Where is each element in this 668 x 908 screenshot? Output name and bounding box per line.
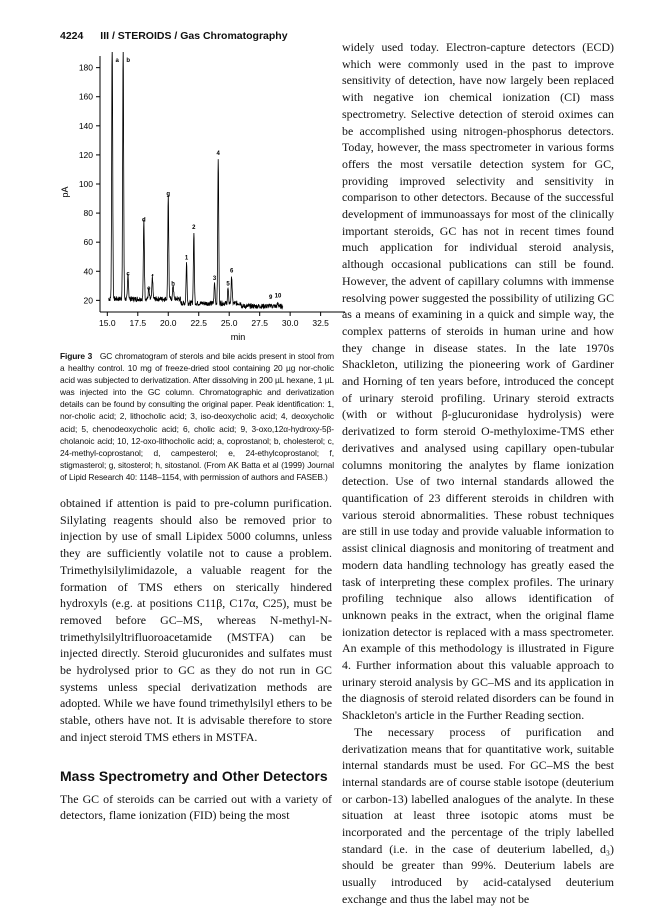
paragraph: The necessary process of purification and derivatization means that for quantitative work, suitable internal standards must be used. For GC–MS the best internal standards are of course stable isotope (deuterium or carbon-13) labelled analogues of the analyte. In these situation at least three isotopic atoms must be incorporated and the percentage of the triply labelled standard (i.e. in the case of deuterium labelled, d₃) should be greater than 99%. Deuterium labels are usually introduced by acid-catalysed deuterium exchange and thus the label may not be: [342, 724, 614, 906]
y-tick-label: 60: [83, 237, 93, 248]
peak-label: 4: [216, 150, 220, 157]
y-tick-label: 160: [78, 91, 93, 102]
y-tick-label: 180: [78, 62, 93, 73]
x-tick-label: 22.5: [190, 318, 208, 328]
paragraph: widely used today. Electron-capture detectors (ECD) which were commonly used in the past to improve sensitivity of detection, have now largely been replaced with negative ion chemical ionization (CI) mass spectrometry. Selective detection of steroid oximes can be accomplished using nitrogen-phosphorus detectors. Today, however, the mass spectrometer in various forms offers the most versatile detection system for GC, providing improved selectivity and sensitivity in comparison to other detectors. Because of the successful development of immunoassays for most of the clinically important steroids, GC has not in recent times found much application for individual steroid analysis, although occasional publications can still be found. However, the advent of capillary columns with immense resolving power suggested the possibility of utilizing GC as a means of examining in a quick and simple way, the complex patterns of steroids in human urine and how they change in disease states. In the late 1970s Shackleton, utilizing the pioneering work of Gardiner and Horning of ten years before, introduced the concept of urinary steroid profiling. Urinary steroid extracts (with or without β-glucuronidase hydrolysis) were derivatized to form steroid O-methyloxime-TMS ether derivatives and analysed using capillary open-tubular columns monitoring the analytes by flame ionization detection. Use of two internal standards allowed the quantification of 23 different steroids in children with various steroid abnormalities. These robust techniques are still in use today and provide valuable information to assist clinical diagnosis and monitoring of treatment and modern data handling technology has greatly eased the task of interpreting these complex profiles. The urinary profiling technique also allows identification of unknown peaks in the extract, when the original flame ionization detector is replaced with a mass spectrometer. An example of this methodology is illustrated in Figure 4. Further information about this valuable approach to urinary steroid analysis by GC–MS and its application in the diagnosis of steroid related disorders can be found in Shackleton's article in the Further Reading section.: [342, 40, 614, 723]
peak-label: 3: [212, 275, 217, 282]
section-heading: Mass Spectrometry and Other Detectors: [60, 767, 328, 784]
caption-text: GC chromatogram of sterols and bile acids present in stool from a healthy control. 10 mg of freeze-dried stool containing 20 µg nor-cholic acid was subjected to derivatization. After dissolving in 200 µL hexane, 1 µL was injected into the GC column. Chromatographic and derivatization details can be found by consulting the original paper. Peak identification: 1, nor-cholic acid; 2, lithocholic acid; 3, iso-deoxycholic acid; 4, deoxycholic acid; 5, chenodeoxycholic acid; 6, cholic acid; 9, 3-oxo,12α-hydroxy-5β-cholanoic acid; 10, 12-oxo-lithocholic acid; a, coprostanol; b, cholesterol; c, 24-methyl-coprostanol; d, campesterol; e, 24-ethylcoprostanol; f, stigmasterol; g, sitosterol; h, sitostanol. (From AK Batta et al (1999) Journal of Lipid Research 40: 1148–1154, with permission of authors and FASEB.): [60, 351, 334, 482]
peak-label: 5: [226, 281, 230, 288]
peak-label: 10: [274, 293, 282, 300]
left-flow: [60, 350, 334, 824]
y-tick-label: 40: [83, 266, 93, 277]
paragraph: obtained if attention is paid to pre-column purification. Silylating reagents should also be removed prior to injection by use of small Lipidex 5000 columns, unless they are sufficiently volatile not to cause a problem. Trimethylsilylimidazole, a valuable reagent for the formation of TMS ethers on sterically hindered hydroxyls (e.g. at positions C11β, C17α, C25), must be removed before GC–MS, whereas N-methyl-N-trimethylsilyltrifluoroacetamide (MSTFA) can be injected directly. Steroid glucuronides and sulfates must be hydrolysed prior to GC as they do not run in GC systems unless special derivatization methods are adopted. While we have found trimethylsilyl ethers to be stable, others have not. It is advisable therefore to store and inject steroid TMS ethers in MSTFA.: [60, 496, 332, 744]
peak-label: a: [115, 58, 119, 64]
chart-trace: [109, 52, 283, 309]
paragraph: The GC of steroids can be carried out with a variety of detectors, flame ionization (FID) being the most: [60, 791, 332, 823]
chromatogram-chart: [60, 52, 345, 344]
chart-axes: [79, 56, 345, 328]
peak-label: f: [151, 274, 154, 281]
peak-label: e: [147, 286, 151, 293]
x-axis-label: min: [230, 332, 246, 342]
x-tick-label: 17.5: [129, 318, 147, 328]
y-tick-label: 120: [78, 149, 93, 160]
right-column: [342, 39, 614, 908]
peak-label: c: [126, 271, 130, 278]
peak-label: b: [126, 58, 130, 64]
y-tick-label: 80: [83, 208, 93, 219]
x-tick-label: 30.0: [281, 318, 299, 328]
figure-caption: [60, 350, 334, 483]
y-tick-label: 20: [83, 295, 93, 306]
left-column: [60, 495, 332, 824]
figure-label: Figure 3: [60, 351, 93, 361]
x-tick-label: 20.0: [159, 318, 177, 328]
x-tick-label: 32.5: [312, 318, 329, 328]
peak-label: 2: [192, 225, 196, 231]
x-tick-label: 25.0: [220, 318, 238, 328]
page-number: 4224: [60, 30, 84, 42]
y-tick-label: 100: [78, 179, 93, 189]
running-header: [60, 30, 288, 42]
peak-label: h: [171, 281, 175, 288]
peak-label: 6: [229, 268, 234, 275]
peak-label: g: [166, 191, 171, 198]
y-axis-label: pA: [60, 186, 70, 198]
y-tick-label: 140: [78, 120, 93, 131]
x-tick-label: 27.5: [251, 318, 268, 328]
peak-label: d: [142, 217, 146, 224]
peak-label: 9: [268, 294, 273, 301]
chromatogram-trace: [109, 52, 283, 309]
peak-labels: [116, 58, 282, 301]
x-tick-label: 15.0: [99, 318, 116, 328]
peak-label: 1: [184, 255, 189, 262]
running-title: III / STEROIDS / Gas Chromatography: [100, 30, 288, 42]
